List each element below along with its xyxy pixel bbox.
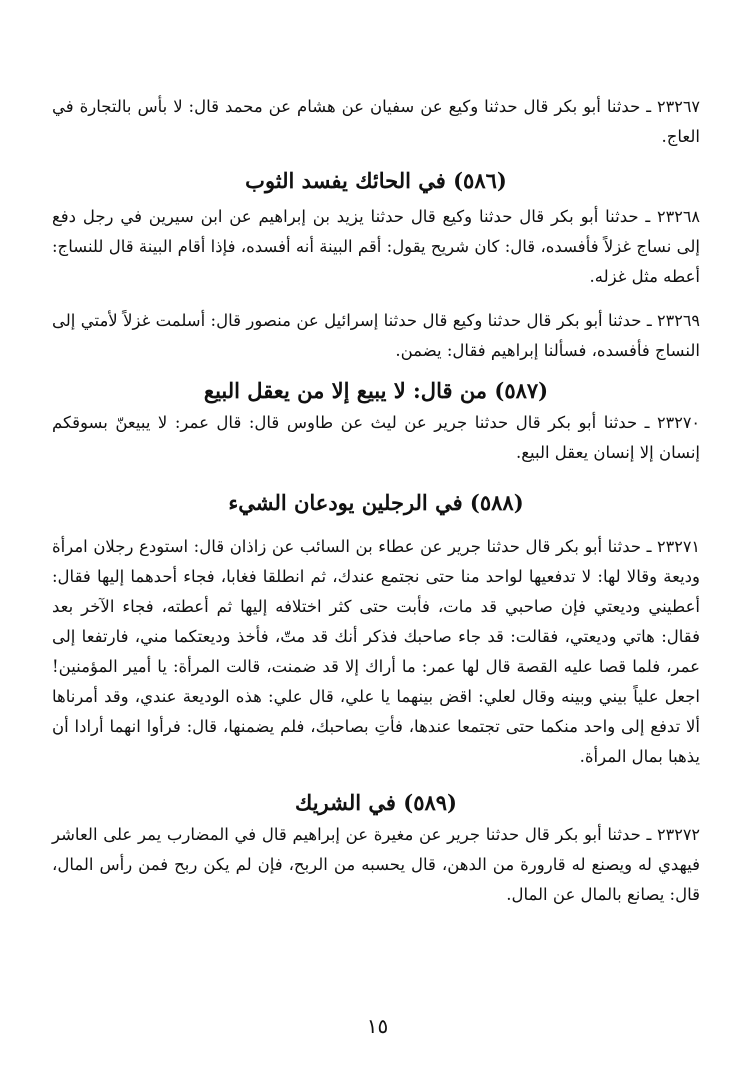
hadith-23271 <box>52 532 700 772</box>
hadith-number: ٢٣٢٦٨ <box>657 207 700 226</box>
hadith-number: ٢٣٢٧٢ <box>657 825 700 844</box>
document-page <box>52 92 700 1032</box>
hadith-23270 <box>52 408 700 468</box>
chapter-heading-587: (٥٨٧) من قال: لا يبيع إلا من يعقل البيع <box>203 378 549 403</box>
hadith-text: ـ حدثنا أبو بكر قال حدثنا وكيع عن سفيان عن هشام عن محمد قال: لا بأس بالتجارة في العاج. <box>52 97 700 146</box>
hadith-23269 <box>52 306 700 366</box>
hadith-text: ـ حدثنا أبو بكر قال حدثنا جرير عن ليث عن طاوس قال: قال عمر: لا يبيعنّ بسوقكم إنسان إلا إنسان يعقل البيع. <box>52 413 700 462</box>
hadith-number: ٢٣٢٧٠ <box>657 413 700 432</box>
hadith-23268 <box>52 202 700 292</box>
hadith-text: ـ حدثنا أبو بكر قال حدثنا وكيع قال حدثنا يزيد بن إبراهيم عن ابن سيرين في رجل دفع إلى نساج غزلاً فأفسده، قال: كان شريح يقول: أقم البينة أنه أفسده، فإذا أقام البينة قال للنساج: أعطه مثل غزله. <box>52 207 700 286</box>
hadith-text: ـ حدثنا أبو بكر قال حدثنا جرير عن مغيرة عن إبراهيم قال في المضارب يمر على العاشر فيهدي له ويصنع له قارورة من الدهن، قال يحسبه من الربح، فإن لم يكن ربح فمن رأس المال، قال: يصانع بالمال عن المال. <box>52 825 700 904</box>
chapter-heading-588: (٥٨٨) في الرجلين يودعان الشيء <box>228 490 524 515</box>
page-number: ١٥ <box>366 1014 389 1038</box>
chapter-heading-586: (٥٨٦) في الحائك يفسد الثوب <box>245 168 507 193</box>
hadith-23272 <box>52 820 700 910</box>
hadith-23267 <box>52 92 700 152</box>
hadith-number: ٢٣٢٧١ <box>657 537 700 556</box>
hadith-number: ٢٣٢٦٧ <box>657 97 700 116</box>
hadith-text: ـ حدثنا أبو بكر قال حدثنا وكيع قال حدثنا إسرائيل عن منصور قال: أسلمت غزلاً لأمتي إلى النساج فأفسده، فسألنا إبراهيم فقال: يضمن. <box>52 311 700 360</box>
chapter-heading-589: (٥٨٩) في الشريك <box>295 790 457 815</box>
hadith-number: ٢٣٢٦٩ <box>657 311 700 330</box>
hadith-text: ـ حدثنا أبو بكر قال حدثنا جرير عن عطاء بن السائب عن زاذان قال: استودع رجلان امرأة وديعة وقالا لها: لا تدفعيها لواحد منا حتى نجتمع عندك، ثم انطلقا فغابا، فجاء أحدهما إليها فقال: أعطيني وديعتي فإن صاحبي قد مات، فأبت حتى كثر اختلافه إليها ثم أعطته، فجاء الآخر بعد فقال: هاتي وديعتي، فقالت: قد جاء صاحبك فذكر أنك قد متّ، فأخذ وديعتكما مني، فارتفعا إلى عمر، فلما قصا عليه القصة قال لها عمر: ما أراك إلا قد ضمنت، قالت المرأة: يا أمير المؤمنين! اجعل علياً بيني وبينه وقال لعلي: اقض بينهما يا علي، قال علي: هذه الوديعة عندي، وقد أمرناها ألا تدفع إلى واحد منكما حتى تجتمعا عندها، فأتِ بصاحبك، فلم يضمنها، قال: فرأوا انهما أرادا أن يذهبا بمال المرأة. <box>52 537 700 766</box>
